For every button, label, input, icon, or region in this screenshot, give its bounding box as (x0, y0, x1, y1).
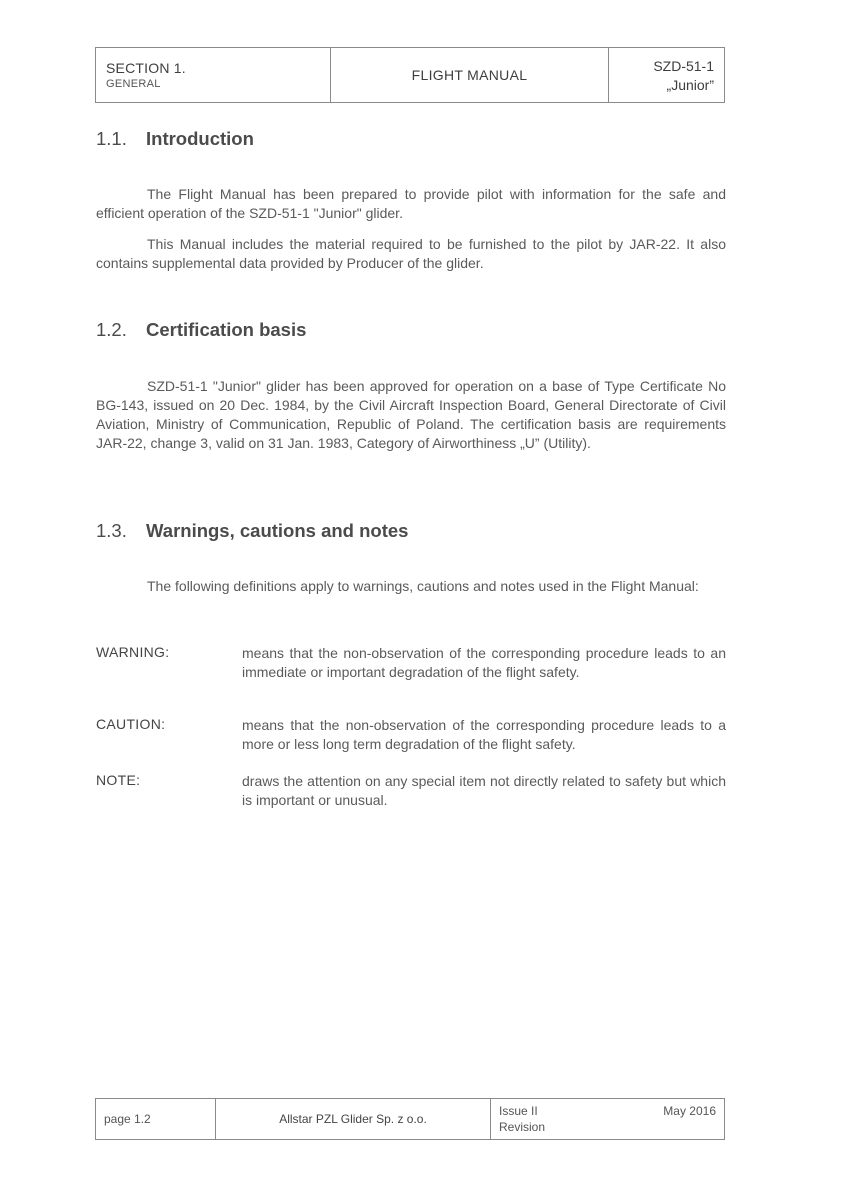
page-footer (95, 1098, 725, 1140)
certification-paragraph: SZD-51-1 "Junior" glider has been approved for operation on a base of Type Certificate No BG-143, issued on 20 Dec. 1984, by the Civil Aircraft Inspection Board, General Directorate of Civil Aviation, Ministry of Communication, Republic of Poland. The certification basis are requirements JAR-22, change 3, valid on 31 Jan. 1983, Category of Airworthiness „U” (Utility). (96, 378, 726, 451)
section-number: 1.1. (96, 128, 127, 149)
definition-term: NOTE: (96, 772, 141, 788)
page-header (95, 47, 725, 103)
issue-info (499, 1103, 663, 1139)
section-name: GENERAL (106, 78, 161, 90)
definition-text: means that the non-observation of the corresponding procedure leads to an immediate or important degradation of the flight safety. (242, 645, 726, 680)
definition-text: means that the non-observation of the corresponding procedure leads to a more or less long term degradation of the flight safety. (242, 717, 726, 752)
definition-term: CAUTION: (96, 716, 166, 732)
intro-paragraph-2: This Manual includes the material required to be furnished to the pilot by JAR-22. It also contains supplemental data provided by Producer of the glider. (96, 236, 726, 271)
section-heading-certification (96, 319, 306, 341)
section-heading-warnings (96, 520, 408, 542)
section-number: 1.2. (96, 319, 127, 340)
section-heading-intro (96, 128, 254, 150)
definition-text: draws the attention on any special item not directly related to safety but which is important or unusual. (242, 773, 726, 808)
definition-term: WARNING: (96, 644, 170, 660)
company-name: Allstar PZL Glider Sp. z o.o. (216, 1099, 491, 1139)
header-section-cell (96, 48, 331, 102)
warnings-intro-paragraph: The following definitions apply to warnings, cautions and notes used in the Flight Manual: (147, 578, 699, 594)
header-model-cell (609, 48, 724, 102)
page-number: page 1.2 (96, 1099, 216, 1139)
issue-date: May 2016 (663, 1104, 716, 1118)
revision-label: Revision (499, 1120, 546, 1134)
section-label: SECTION 1. (106, 60, 186, 76)
model-code: SZD-51-1 (653, 58, 714, 74)
section-title: Certification basis (146, 319, 307, 340)
issue-label: Issue II (499, 1104, 538, 1118)
section-number: 1.3. (96, 520, 127, 541)
model-name: „Junior” (666, 77, 714, 93)
section-title: Warnings, cautions and notes (146, 520, 409, 541)
issue-cell (491, 1099, 724, 1139)
section-title: Introduction (146, 128, 254, 149)
manual-title: FLIGHT MANUAL (331, 48, 609, 102)
intro-paragraph-1: The Flight Manual has been prepared to provide pilot with information for the safe and efficient operation of the SZD-51-1 "Junior" glider. (96, 186, 726, 221)
